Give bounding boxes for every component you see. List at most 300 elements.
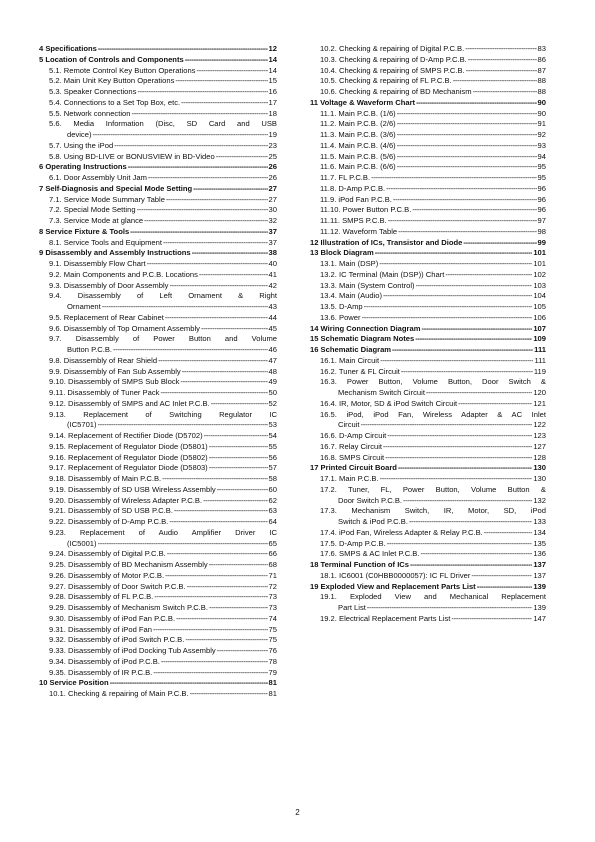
- toc-subsection-entry[interactable]: [310, 528, 546, 539]
- toc-subsection-entry[interactable]: [39, 109, 277, 120]
- toc-entry-title: 18 Terminal Function of ICs: [310, 560, 410, 569]
- toc-section-entry[interactable]: [39, 55, 277, 66]
- toc-subsection-entry[interactable]: [39, 66, 277, 77]
- leader-dots: [131, 109, 267, 120]
- toc-subsection-entry[interactable]: [39, 603, 277, 614]
- leader-dots: [130, 227, 267, 238]
- toc-entry-page: 135: [533, 538, 546, 548]
- leader-dots: [367, 603, 532, 614]
- toc-entry-title: 9.33. Disassembly of iPod Docking Tub Assembly: [49, 646, 216, 655]
- toc-subsection-entry[interactable]: [310, 506, 546, 528]
- toc-entry-title: 13.3. Main (System Control): [320, 280, 415, 290]
- toc-entry-title: 5.5. Network connection: [49, 108, 131, 118]
- toc-subsection-entry[interactable]: [310, 270, 546, 281]
- toc-entry-page: 18: [268, 108, 277, 118]
- toc-subsection-entry[interactable]: [39, 506, 277, 517]
- leader-dots: [445, 270, 532, 281]
- toc-entry-page: 60: [268, 484, 277, 494]
- toc-entry-title: 9.26. Disassembly of Motor P.C.B.: [49, 570, 165, 580]
- toc-subsection-entry[interactable]: [39, 76, 277, 87]
- toc-entry-title: 4 Specifications: [39, 44, 97, 53]
- toc-entry-page: 14: [268, 54, 277, 64]
- toc-entry-title: 9.16. Replacement of Regulator Diode (D5802): [49, 452, 208, 462]
- toc-entry-title: 16.8. SMPS Circuit: [320, 452, 385, 462]
- toc-subsection-entry[interactable]: [310, 291, 546, 302]
- toc-entry-title: 17.2. Tuner, FL, Power Button, Volume Button &: [320, 484, 546, 494]
- toc-subsection-entry[interactable]: [310, 259, 546, 270]
- toc-subsection-entry[interactable]: [310, 66, 546, 77]
- toc-subsection-entry[interactable]: [39, 356, 277, 367]
- leader-dots: [416, 281, 533, 292]
- toc-entry-title: 9.19. Disassembly of SD USB Wireless Assembly: [49, 484, 216, 494]
- toc-subsection-entry[interactable]: [39, 431, 277, 442]
- leader-dots: [386, 184, 536, 195]
- toc-subsection-entry[interactable]: [310, 442, 546, 453]
- toc-entry-page: 46: [268, 345, 277, 354]
- leader-dots: [416, 98, 536, 109]
- leader-dots: [398, 227, 536, 238]
- toc-subsection-entry[interactable]: [39, 474, 277, 485]
- toc-subsection-entry[interactable]: [39, 463, 277, 474]
- toc-entry-title: 17.5. D-Amp P.C.B.: [320, 538, 386, 548]
- toc-entry-title-continued: (IC5001): [67, 538, 97, 548]
- toc-entry-title: 9.29. Disassembly of Mechanism Switch P.C.B.: [49, 603, 208, 612]
- toc-subsection-entry[interactable]: [310, 302, 546, 313]
- toc-subsection-entry[interactable]: [39, 238, 277, 249]
- leader-dots: [181, 98, 267, 109]
- leader-dots: [393, 195, 537, 206]
- leader-dots: [192, 248, 268, 259]
- toc-entry-title: 9.10. Disassembly of SMPS Sub Block: [49, 377, 180, 387]
- leader-dots: [113, 345, 268, 356]
- leader-dots: [148, 173, 268, 184]
- toc-entry-title: 9.18. Disassembly of Main P.C.B.: [49, 474, 162, 483]
- toc-entry-page: 96: [537, 205, 546, 215]
- toc-entry-page: 107: [533, 323, 546, 333]
- toc-entry-title: 6.1. Door Assembly Unit Jam: [49, 173, 147, 182]
- toc-subsection-entry[interactable]: [310, 474, 546, 485]
- toc-entry-title: 18.1. IC6001 (C0HBB0000057): IC FL Driver: [320, 570, 471, 580]
- toc-entry-title: 5.3. Speaker Connections: [49, 87, 137, 96]
- toc-subsection-entry[interactable]: [39, 281, 277, 292]
- toc-entry-page: 66: [268, 549, 277, 559]
- toc-entry-title: 10.3. Checking & repairing of D-Amp P.C.B.: [320, 54, 467, 64]
- toc-entry-page: 96: [537, 183, 546, 193]
- leader-dots: [451, 614, 532, 625]
- toc-entry-page: 63: [268, 506, 277, 516]
- toc-subsection-entry[interactable]: [310, 485, 546, 507]
- toc-entry-title: 8.1. Service Tools and Equipment: [49, 237, 162, 247]
- toc-section-entry[interactable]: [310, 560, 546, 571]
- leader-dots: [375, 248, 533, 259]
- toc-subsection-entry[interactable]: [39, 388, 277, 399]
- leader-dots: [397, 130, 537, 141]
- toc-entry-title: 13.4. Main (Audio): [320, 291, 383, 301]
- toc-entry-page: 137: [533, 570, 546, 580]
- toc-subsection-entry[interactable]: [39, 259, 277, 270]
- leader-dots: [176, 614, 267, 625]
- toc-subsection-entry[interactable]: [310, 281, 546, 292]
- toc-entry-page: 49: [268, 377, 277, 387]
- toc-entry-title-continued: Circuit: [338, 420, 360, 430]
- leader-dots: [209, 453, 268, 464]
- toc-entry-page: 17: [268, 97, 277, 107]
- toc-subsection-entry[interactable]: [310, 109, 546, 120]
- leader-dots: [137, 87, 267, 98]
- toc-entry-title: 11.12. Waveform Table: [320, 226, 398, 236]
- leader-dots: [409, 517, 532, 528]
- toc-entry-title: 8 Service Fixture & Tools: [39, 226, 130, 236]
- toc-entry-page: 25: [268, 151, 277, 161]
- toc-subsection-entry[interactable]: [310, 195, 546, 206]
- leader-dots: [166, 195, 268, 206]
- leader-dots: [209, 442, 268, 453]
- toc-entry-title: 14 Wiring Connection Diagram: [310, 323, 421, 333]
- toc-entry-page: 78: [268, 656, 277, 666]
- toc-section-entry[interactable]: [39, 678, 277, 689]
- toc-entry-page: 91: [537, 119, 546, 129]
- toc-entry-title: 13.1. Main (DSP): [320, 259, 379, 268]
- toc-subsection-entry[interactable]: [310, 76, 546, 87]
- toc-entry-title: 9.14. Replacement of Rectifier Diode (D5702): [49, 431, 203, 440]
- toc-entry-page: 15: [268, 76, 277, 86]
- toc-subsection-entry[interactable]: [310, 162, 546, 173]
- toc-entry-page: 64: [268, 517, 277, 526]
- toc-subsection-entry[interactable]: [39, 592, 277, 603]
- leader-dots: [174, 506, 268, 517]
- toc-subsection-entry[interactable]: [39, 549, 277, 560]
- toc-subsection-entry[interactable]: [39, 485, 277, 496]
- toc-section-entry[interactable]: [39, 248, 277, 259]
- toc-entry-page: 147: [533, 613, 546, 623]
- toc-subsection-entry[interactable]: [39, 141, 277, 152]
- leader-dots: [209, 603, 268, 614]
- leader-dots: [158, 356, 267, 367]
- leader-dots: [473, 87, 537, 98]
- leader-dots: [383, 291, 532, 302]
- toc-entry-page: 76: [268, 646, 277, 655]
- toc-entry-page: 42: [268, 280, 277, 290]
- leader-dots: [463, 238, 536, 249]
- toc-subsection-entry[interactable]: [310, 614, 546, 625]
- toc-entry-page: 96: [537, 194, 546, 204]
- toc-subsection-entry[interactable]: [39, 625, 277, 636]
- toc-entry-title: 5.1. Remote Control Key Button Operations: [49, 65, 196, 75]
- toc-entry-title-continued: Door Switch P.C.B.: [338, 495, 403, 505]
- leader-dots: [153, 668, 267, 679]
- toc-subsection-entry[interactable]: [39, 367, 277, 378]
- toc-entry-title: 11.3. Main P.C.B. (3/6): [320, 130, 396, 139]
- toc-entry-page: 50: [268, 388, 277, 397]
- toc-entry-title: 10.5. Checking & repairing of FL P.C.B.: [320, 76, 452, 86]
- toc-subsection-entry[interactable]: [310, 377, 546, 399]
- toc-entry-title: 11.10. Power Button P.C.B.: [320, 205, 412, 215]
- toc-subsection-entry[interactable]: [310, 216, 546, 227]
- leader-dots: [371, 173, 536, 184]
- toc-subsection-entry[interactable]: [39, 528, 277, 550]
- toc-subsection-entry[interactable]: [310, 549, 546, 560]
- toc-entry-page: 71: [268, 570, 277, 580]
- toc-entry-title-continued: Part List: [338, 603, 366, 612]
- toc-entry-title: 11.5. Main P.C.B. (5/6): [320, 151, 396, 161]
- toc-entry-title: 11.6. Main P.C.B. (6/6): [320, 162, 396, 172]
- leader-dots: [175, 76, 267, 87]
- toc-subsection-entry[interactable]: [39, 657, 277, 668]
- toc-subsection-entry[interactable]: [39, 313, 277, 324]
- toc-section-entry[interactable]: [310, 238, 546, 249]
- toc-subsection-entry[interactable]: [310, 173, 546, 184]
- leader-dots: [364, 302, 533, 313]
- toc-section-entry[interactable]: [310, 582, 546, 593]
- toc-subsection-entry[interactable]: [39, 291, 277, 313]
- leader-dots: [92, 130, 267, 141]
- leader-dots: [154, 592, 267, 603]
- toc-subsection-entry[interactable]: [310, 367, 546, 378]
- toc-subsection-entry[interactable]: [310, 313, 546, 324]
- toc-entry-page: 75: [268, 624, 277, 634]
- toc-entry-title: 17.1. Main P.C.B.: [320, 474, 379, 483]
- leader-dots: [426, 388, 532, 399]
- toc-subsection-entry[interactable]: [39, 324, 277, 335]
- leader-dots: [397, 162, 537, 173]
- toc-subsection-entry[interactable]: [39, 496, 277, 507]
- toc-entry-title: 17.3. Mechanism Switch, IR, Motor, SD, iPod: [320, 506, 546, 516]
- toc-entry-page: 121: [533, 398, 546, 408]
- toc-entry-title: 5.2. Main Unit Key Button Operations: [49, 76, 175, 86]
- leader-dots: [415, 334, 532, 345]
- toc-entry-page: 57: [268, 463, 277, 473]
- toc-subsection-entry[interactable]: [39, 646, 277, 657]
- toc-subsection-entry[interactable]: [39, 560, 277, 571]
- toc-section-entry[interactable]: [310, 334, 546, 345]
- toc-entry-title: 17 Printed Circuit Board: [310, 463, 397, 473]
- toc-subsection-entry[interactable]: [39, 689, 277, 700]
- toc-section-entry[interactable]: [39, 227, 277, 238]
- toc-subsection-entry[interactable]: [39, 270, 277, 281]
- toc-entry-page: 132: [533, 495, 546, 505]
- toc-entry-title: 16.3. Power Button, Volume Button, Door Switch &: [320, 377, 546, 387]
- toc-entry-title: 7 Self-Diagnosis and Special Mode Setting: [39, 183, 193, 193]
- toc-entry-title: 9.21. Disassembly of SD USB P.C.B.: [49, 506, 173, 516]
- toc-subsection-entry[interactable]: [310, 55, 546, 66]
- toc-entry-title: 6 Operating Instructions: [39, 162, 127, 172]
- leader-dots: [167, 549, 268, 560]
- toc-entry-page: 40: [268, 259, 277, 268]
- toc-entry-title: 9.2. Main Components and P.C.B. Locations: [49, 269, 198, 279]
- leader-dots: [465, 44, 536, 55]
- leader-dots: [180, 377, 267, 388]
- toc-subsection-entry[interactable]: [310, 130, 546, 141]
- leader-dots: [203, 496, 267, 507]
- toc-entry-page: 14: [268, 65, 277, 75]
- toc-entry-page: 30: [268, 205, 277, 215]
- toc-entry-page: 133: [533, 517, 546, 526]
- toc-entry-page: 81: [268, 689, 277, 698]
- toc-entry-page: 101: [533, 259, 546, 268]
- leader-dots: [385, 453, 532, 464]
- toc-subsection-entry[interactable]: [39, 205, 277, 216]
- toc-subsection-entry[interactable]: [39, 216, 277, 227]
- toc-entry-title: 9.32. Disassembly of iPod Switch P.C.B.: [49, 635, 185, 645]
- toc-section-entry[interactable]: [39, 184, 277, 195]
- toc-entry-title-continued: Mechanism Switch Circuit: [338, 388, 425, 397]
- toc-entry-title: 9.1. Disassembly Flow Chart: [49, 259, 146, 268]
- toc-section-entry[interactable]: [310, 463, 546, 474]
- leader-dots: [204, 431, 268, 442]
- leader-dots: [216, 152, 268, 163]
- toc-entry-title-continued: Ornament: [67, 302, 101, 311]
- toc-subsection-entry[interactable]: [310, 571, 546, 582]
- toc-entry-page: 120: [533, 388, 546, 397]
- toc-entry-page: 41: [268, 269, 277, 279]
- toc-entry-page: 106: [533, 312, 546, 322]
- leader-dots: [169, 517, 267, 528]
- toc-subsection-entry[interactable]: [39, 635, 277, 646]
- leader-dots: [387, 539, 533, 550]
- toc-entry-title: 9.23. Replacement of Audio Amplifier Driver IC: [49, 527, 277, 537]
- toc-entry-title: 9.3. Disassembly of Door Assembly: [49, 280, 169, 290]
- toc-subsection-entry[interactable]: [39, 98, 277, 109]
- toc-entry-title: 11 Voltage & Waveform Chart: [310, 97, 416, 107]
- leader-dots: [217, 485, 268, 496]
- toc-entry-title: 16.2. Tuner & FL Circuit: [320, 366, 400, 376]
- toc-entry-title: 15 Schematic Diagram Notes: [310, 334, 415, 344]
- toc-subsection-entry[interactable]: [39, 87, 277, 98]
- toc-entry-page: 47: [268, 355, 277, 365]
- toc-entry-page: 68: [268, 560, 277, 569]
- leader-dots: [421, 324, 532, 335]
- toc-subsection-entry[interactable]: [310, 119, 546, 130]
- leader-dots: [169, 281, 267, 292]
- toc-subsection-entry[interactable]: [310, 141, 546, 152]
- toc-section-entry[interactable]: [310, 345, 546, 356]
- toc-subsection-entry[interactable]: [39, 410, 277, 432]
- toc-subsection-entry[interactable]: [39, 614, 277, 625]
- leader-dots: [397, 109, 537, 120]
- toc-entry-page: 73: [268, 603, 277, 612]
- toc-entry-title: 7.1. Service Mode Summary Table: [49, 194, 165, 204]
- leader-dots: [98, 539, 268, 550]
- toc-subsection-entry[interactable]: [39, 173, 277, 184]
- toc-subsection-entry[interactable]: [39, 334, 277, 356]
- toc-subsection-entry[interactable]: [39, 195, 277, 206]
- toc-entry-title: 16 Schematic Diagram: [310, 345, 392, 354]
- toc-subsection-entry[interactable]: [39, 582, 277, 593]
- leader-dots: [161, 657, 268, 668]
- toc-entry-title: 5.6. Media Information (Disc, SD Card and USB: [49, 119, 277, 129]
- toc-entry-title: 9.27. Disassembly of Door Switch P.C.B.: [49, 581, 186, 591]
- leader-dots: [165, 571, 267, 582]
- toc-section-entry[interactable]: [39, 162, 277, 173]
- toc-entry-page: 26: [268, 173, 277, 182]
- leader-dots: [403, 496, 532, 507]
- toc-entry-title: 9.30. Disassembly of iPod Fan P.C.B.: [49, 613, 176, 623]
- toc-entry-page: 19: [268, 130, 277, 139]
- toc-entry-page: 55: [268, 441, 277, 451]
- toc-subsection-entry[interactable]: [310, 539, 546, 550]
- toc-section-entry[interactable]: [310, 98, 546, 109]
- toc-subsection-entry[interactable]: [39, 152, 277, 163]
- toc-entry-page: 103: [533, 280, 546, 290]
- leader-dots: [153, 625, 268, 636]
- toc-subsection-entry[interactable]: [310, 152, 546, 163]
- toc-subsection-entry[interactable]: [310, 399, 546, 410]
- leader-dots: [397, 152, 537, 163]
- toc-subsection-entry[interactable]: [310, 87, 546, 98]
- toc-subsection-entry[interactable]: [39, 399, 277, 410]
- toc-entry-title: 9.13. Replacement of Switching Regulator IC: [49, 409, 277, 419]
- toc-entry-title: 9.17. Replacement of Regulator Diode (D5803): [49, 463, 208, 473]
- leader-dots: [187, 582, 268, 593]
- toc-entry-page: 95: [537, 173, 546, 182]
- toc-entry-page: 45: [268, 323, 277, 333]
- toc-entry-title: 19.2. Electrical Replacement Parts List: [320, 613, 451, 623]
- toc-entry-title: 11.11. SMPS P.C.B.: [320, 216, 387, 225]
- leader-dots: [397, 119, 537, 130]
- toc-entry-page: 87: [537, 65, 546, 75]
- toc-subsection-entry[interactable]: [310, 431, 546, 442]
- toc-entry-page: 32: [268, 216, 277, 225]
- toc-entry-page: 86: [537, 54, 546, 64]
- toc-entry-page: 12: [268, 44, 277, 53]
- toc-entry-page: 137: [533, 560, 546, 569]
- toc-entry-page: 93: [537, 140, 546, 150]
- toc-subsection-entry[interactable]: [39, 453, 277, 464]
- toc-subsection-entry[interactable]: [310, 453, 546, 464]
- toc-subsection-entry[interactable]: [39, 517, 277, 528]
- toc-entry-page: 75: [268, 635, 277, 645]
- toc-subsection-entry[interactable]: [310, 227, 546, 238]
- toc-subsection-entry[interactable]: [39, 442, 277, 453]
- toc-subsection-entry[interactable]: [310, 184, 546, 195]
- toc-entry-page: 16: [268, 87, 277, 96]
- toc-entry-page: 58: [268, 474, 277, 483]
- toc-subsection-entry[interactable]: [310, 44, 546, 55]
- leader-dots: [209, 560, 268, 571]
- toc-entry-page: 123: [533, 431, 546, 440]
- toc-subsection-entry[interactable]: [39, 119, 277, 141]
- leader-dots: [201, 324, 268, 335]
- toc-subsection-entry[interactable]: [310, 410, 546, 432]
- leader-dots: [453, 76, 537, 87]
- leader-dots: [165, 313, 268, 324]
- toc-section-entry[interactable]: [39, 44, 277, 55]
- toc-entry-page: 119: [533, 366, 546, 376]
- toc-subsection-entry[interactable]: [310, 356, 546, 367]
- toc-subsection-entry[interactable]: [310, 205, 546, 216]
- toc-entry-title: 7.3. Service Mode at glance: [49, 216, 144, 225]
- toc-entry-title: 9.11. Disassembly of Tuner Pack: [49, 388, 160, 397]
- leader-dots: [160, 388, 267, 399]
- toc-entry-title: 16.1. Main Circuit: [320, 355, 380, 365]
- toc-entry-page: 99: [537, 237, 546, 247]
- toc-subsection-entry[interactable]: [39, 668, 277, 679]
- leader-dots: [420, 549, 532, 560]
- toc-section-entry[interactable]: [310, 324, 546, 335]
- toc-entry-title: 11.1. Main P.C.B. (1/6): [320, 108, 396, 118]
- toc-entry-title: 9.6. Disassembly of Top Ornament Assembly: [49, 323, 200, 333]
- leader-dots: [410, 560, 532, 571]
- leader-dots: [217, 646, 268, 657]
- leader-dots: [182, 367, 268, 378]
- toc-subsection-entry[interactable]: [39, 571, 277, 582]
- toc-subsection-entry[interactable]: [310, 592, 546, 614]
- toc-section-entry[interactable]: [310, 248, 546, 259]
- toc-entry-title: 9.28. Disassembly of FL P.C.B.: [49, 592, 154, 602]
- toc-entry-page: 92: [537, 130, 546, 139]
- toc-subsection-entry[interactable]: [39, 377, 277, 388]
- toc-entry-title: 19.1. Exploded View and Mechanical Replacement: [320, 592, 546, 602]
